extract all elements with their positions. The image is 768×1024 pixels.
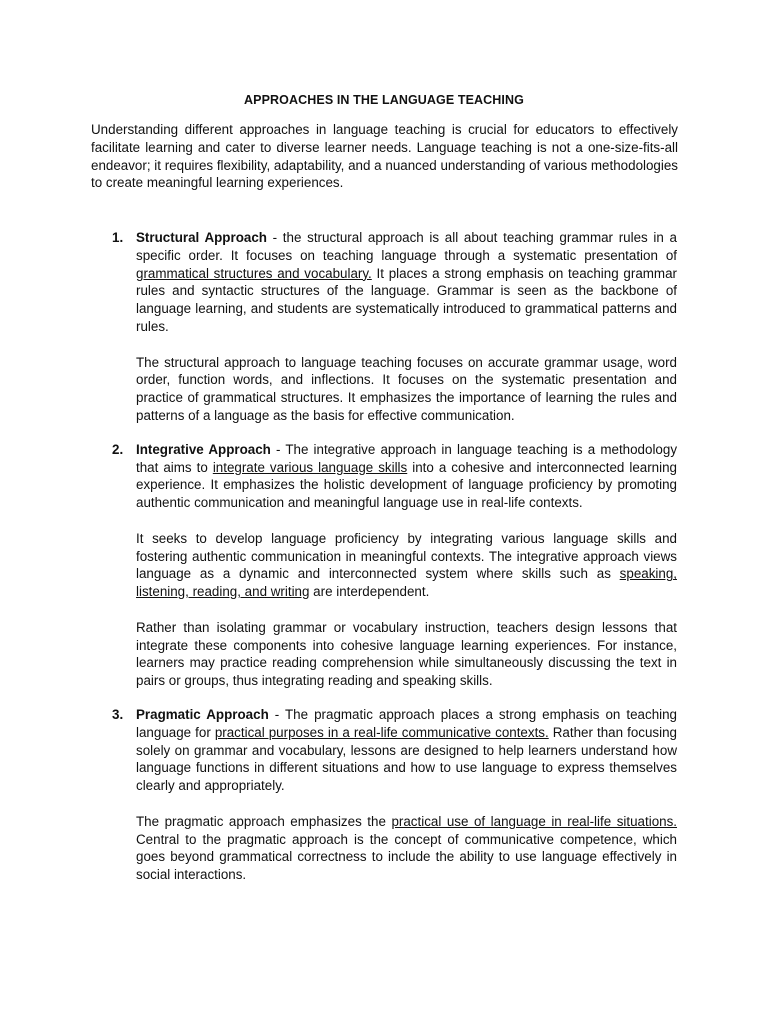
text-run: The pragmatic approach emphasizes the: [136, 813, 392, 829]
text-run: It seeks to develop language proficiency by integrating various language skills and fostering authentic communication in meaningful contexts. The integrative approach views language as a dynamic and interconnected system where skills such as: [136, 530, 677, 582]
approach-term: Structural Approach: [136, 230, 267, 245]
approaches-list: [0, 229, 768, 900]
text-run: Central to the pragmatic approach is the concept of communicative competence, which goes beyond grammatical correctness to include the ability to use language effectively in social interactions.: [136, 831, 677, 883]
text-run: - the structural approach is all about teaching grammar rules in a specific order. It focuses on teaching language through a systematic presentation of: [136, 230, 677, 263]
paragraph: Rather than isolating grammar or vocabulary instruction, teachers design lessons that integrate these components into cohesive language learning experiences. For instance, learners may practice reading comprehension while simultaneously discussing the text in pairs or groups, thus integrating reading and speaking skills.: [136, 619, 677, 689]
list-item-pragmatic: [0, 706, 768, 884]
text-run: - The pragmatic approach places a strong emphasis on teaching language for: [136, 706, 678, 740]
approach-term: Pragmatic Approach: [136, 706, 269, 722]
list-item-structural: [0, 229, 768, 425]
text-run: It places a strong emphasis on teaching grammar rules and syntactic structures of the language. Grammar is seen as the backbone of language learning, and students are systematically introduced to grammatical patterns and rules.: [136, 265, 677, 334]
underlined-text: speaking, listening, reading, and writing: [136, 566, 677, 600]
underlined-text: integrate various language skills: [212, 459, 408, 475]
text-run: Rather than focusing solely on grammar and vocabulary, lessons are designed to help learners understand how language functions in different situations and how to use language to express themselves clearly and appropriately.: [136, 724, 677, 794]
underlined-text: grammatical structures and vocabulary.: [136, 265, 372, 281]
paragraph: [136, 530, 677, 601]
underlined-text: practical purposes in a real-life communicative contexts.: [214, 724, 549, 740]
paragraph: [136, 441, 677, 512]
paragraph: [136, 229, 677, 336]
list-number: 2.: [112, 441, 124, 457]
text-run: - The integrative approach in language teaching is a methodology that aims to: [136, 441, 678, 475]
paragraph: The structural approach to language teaching focuses on accurate grammar usage, word order, function words, and inflections. It focuses on the systematic presentation and practice of grammatical structures. It emphasizes the importance of learning the rules and patterns of a language as the basis for effective communication.: [136, 354, 677, 423]
list-number: 3.: [112, 706, 124, 722]
intro-paragraph: Understanding different approaches in language teaching is crucial for educators to effectively facilitate learning and cater to diverse learner needs. Language teaching is not a one-size-fits-all endeavor; it requires flexibility, adaptability, and a nuanced understanding of various methodologies to create meaningful learning experiences.: [91, 122, 678, 191]
text-run: into a cohesive and interconnected learning experience. It emphasizes the holistic development of language proficiency by promoting authentic communication and meaningful language use in real-life contexts.: [136, 459, 678, 511]
list-number: 1.: [112, 230, 124, 245]
paragraph: [136, 706, 677, 795]
underlined-text: practical use of language in real-life situations.: [391, 813, 678, 829]
list-item-integrative: [0, 441, 768, 690]
text-run: are interdependent.: [309, 584, 430, 600]
approach-term: Integrative Approach: [136, 441, 271, 457]
paragraph: [136, 813, 677, 884]
document-title: APPROACHES IN THE LANGUAGE TEACHING: [244, 93, 524, 107]
